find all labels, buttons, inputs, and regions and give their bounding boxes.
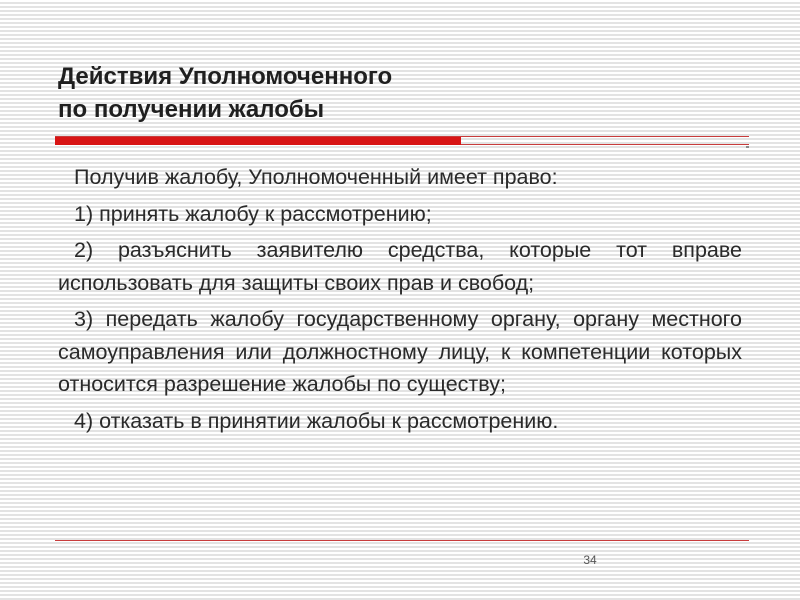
slide-body — [58, 161, 742, 441]
title-divider-accent-bar — [55, 137, 461, 145]
title-divider-underline — [461, 144, 749, 145]
page-number: 34 — [583, 553, 597, 567]
intro-paragraph: Получив жалобу, Уполномоченный имеет право: — [74, 165, 558, 189]
decorative-dot — [746, 146, 749, 148]
list-item-4: 4) отказать в принятии жалобы к рассмотрению. — [74, 408, 559, 433]
slide-title-line-1: Действия Уполномоченного — [58, 63, 393, 90]
slide-title — [58, 60, 748, 126]
list-item-1: 1) принять жалобу к рассмотрению; — [74, 201, 432, 226]
list-item-2: 2) разъяснить заявителю средства, которые тот вправе использовать для защиты своих прав и свобод; — [58, 238, 742, 295]
slide-title-line-2: по получении жалобы — [58, 96, 325, 123]
footer-divider — [55, 540, 749, 541]
list-item-3: 3) передать жалобу государственному органу, органу местного самоуправления или должностному лицу, к компетенции которых относится разрешение жалобы по существу; — [58, 307, 742, 396]
